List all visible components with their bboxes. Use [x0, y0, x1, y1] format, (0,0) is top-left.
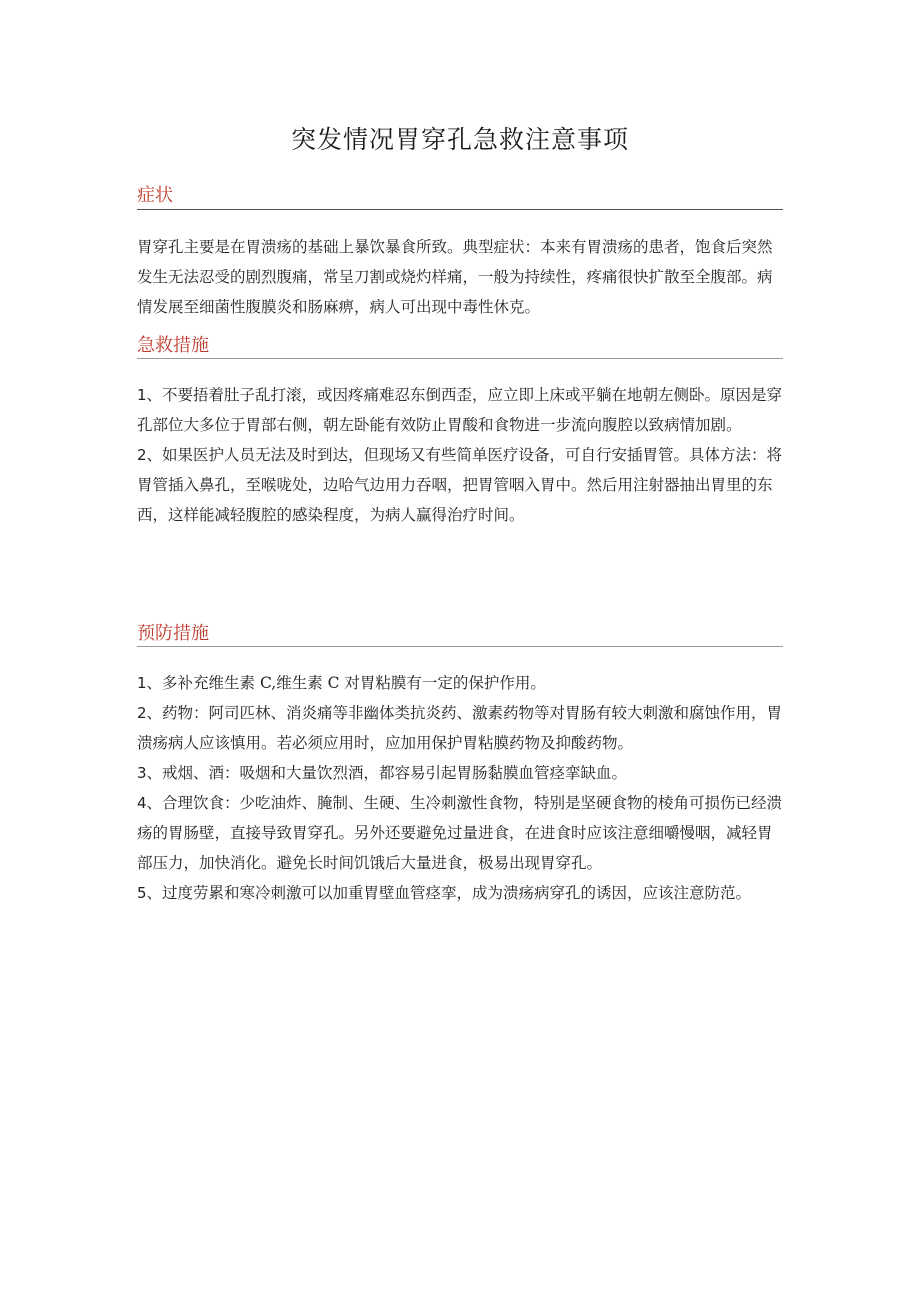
section-heading-first-aid: 急救措施: [137, 335, 209, 356]
page-title: 突发情况胃穿孔急救注意事项: [290, 125, 629, 154]
section-heading-prevention: 预防措施: [137, 623, 209, 644]
section-divider-symptoms: [137, 209, 783, 210]
list-item: 2、如果医护人员无法及时到达，但现场又有些简单医疗设备，可自行安插胃管。具体方法：将胃管插入鼻孔，至喉咙处，边哈气边用力吞咽，把胃管咽入胃中。然后用注射器抽出胃里的东西，这样能减轻腹腔的感染程度，为病人赢得治疗时间。: [137, 446, 783, 524]
section-heading-symptoms: 症状: [137, 185, 173, 206]
list-item: 5、过度劳累和寒冷刺激可以加重胃壁血管痉挛，成为溃疡病穿孔的诱因，应该注意防范。: [137, 884, 752, 902]
section-divider-first-aid: [137, 358, 783, 359]
symptoms-paragraph: 胃穿孔主要是在胃溃疡的基础上暴饮暴食所致。典型症状：本来有胃溃疡的患者，饱食后突然发生无法忍受的剧烈腹痛，常呈刀割或烧灼样痛，一般为持续性，疼痛很快扩散至全腹部。病情发展至细菌性腹膜炎和肠麻痹，病人可出现中毒性休克。: [137, 238, 773, 316]
list-item: 3、戒烟、酒：吸烟和大量饮烈酒，都容易引起胃肠黏膜血管痉挛缺血。: [137, 764, 628, 782]
section-divider-prevention: [137, 646, 783, 647]
list-item: 4、合理饮食：少吃油炸、腌制、生硬、生冷刺激性食物，特别是坚硬食物的棱角可损伤已经溃疡的胃肠壁，直接导致胃穿孔。另外还要避免过量进食，在进食时应该注意细嚼慢咽，减轻胃部压力，加快消化。避免长时间饥饿后大量进食，极易出现胃穿孔。: [137, 794, 783, 872]
list-item: 2、药物：阿司匹林、消炎痛等非幽体类抗炎药、激素药物等对胃肠有较大刺激和腐蚀作用，胃溃疡病人应该慎用。若必须应用时，应加用保护胃粘膜药物及抑酸药物。: [137, 704, 783, 752]
list-item: 1、多补充维生素 C,维生素 C 对胃粘膜有一定的保护作用。: [137, 674, 546, 692]
prevention-list: [137, 668, 785, 908]
list-item: 1、不要捂着肚子乱打滚，或因疼痛难忍东倒西歪，应立即上床或平躺在地朝左侧卧。原因是穿孔部位大多位于胃部右侧，朝左卧能有效防止胃酸和食物进一步流向腹腔以致病情加剧。: [137, 386, 783, 434]
first-aid-list: [137, 380, 785, 530]
